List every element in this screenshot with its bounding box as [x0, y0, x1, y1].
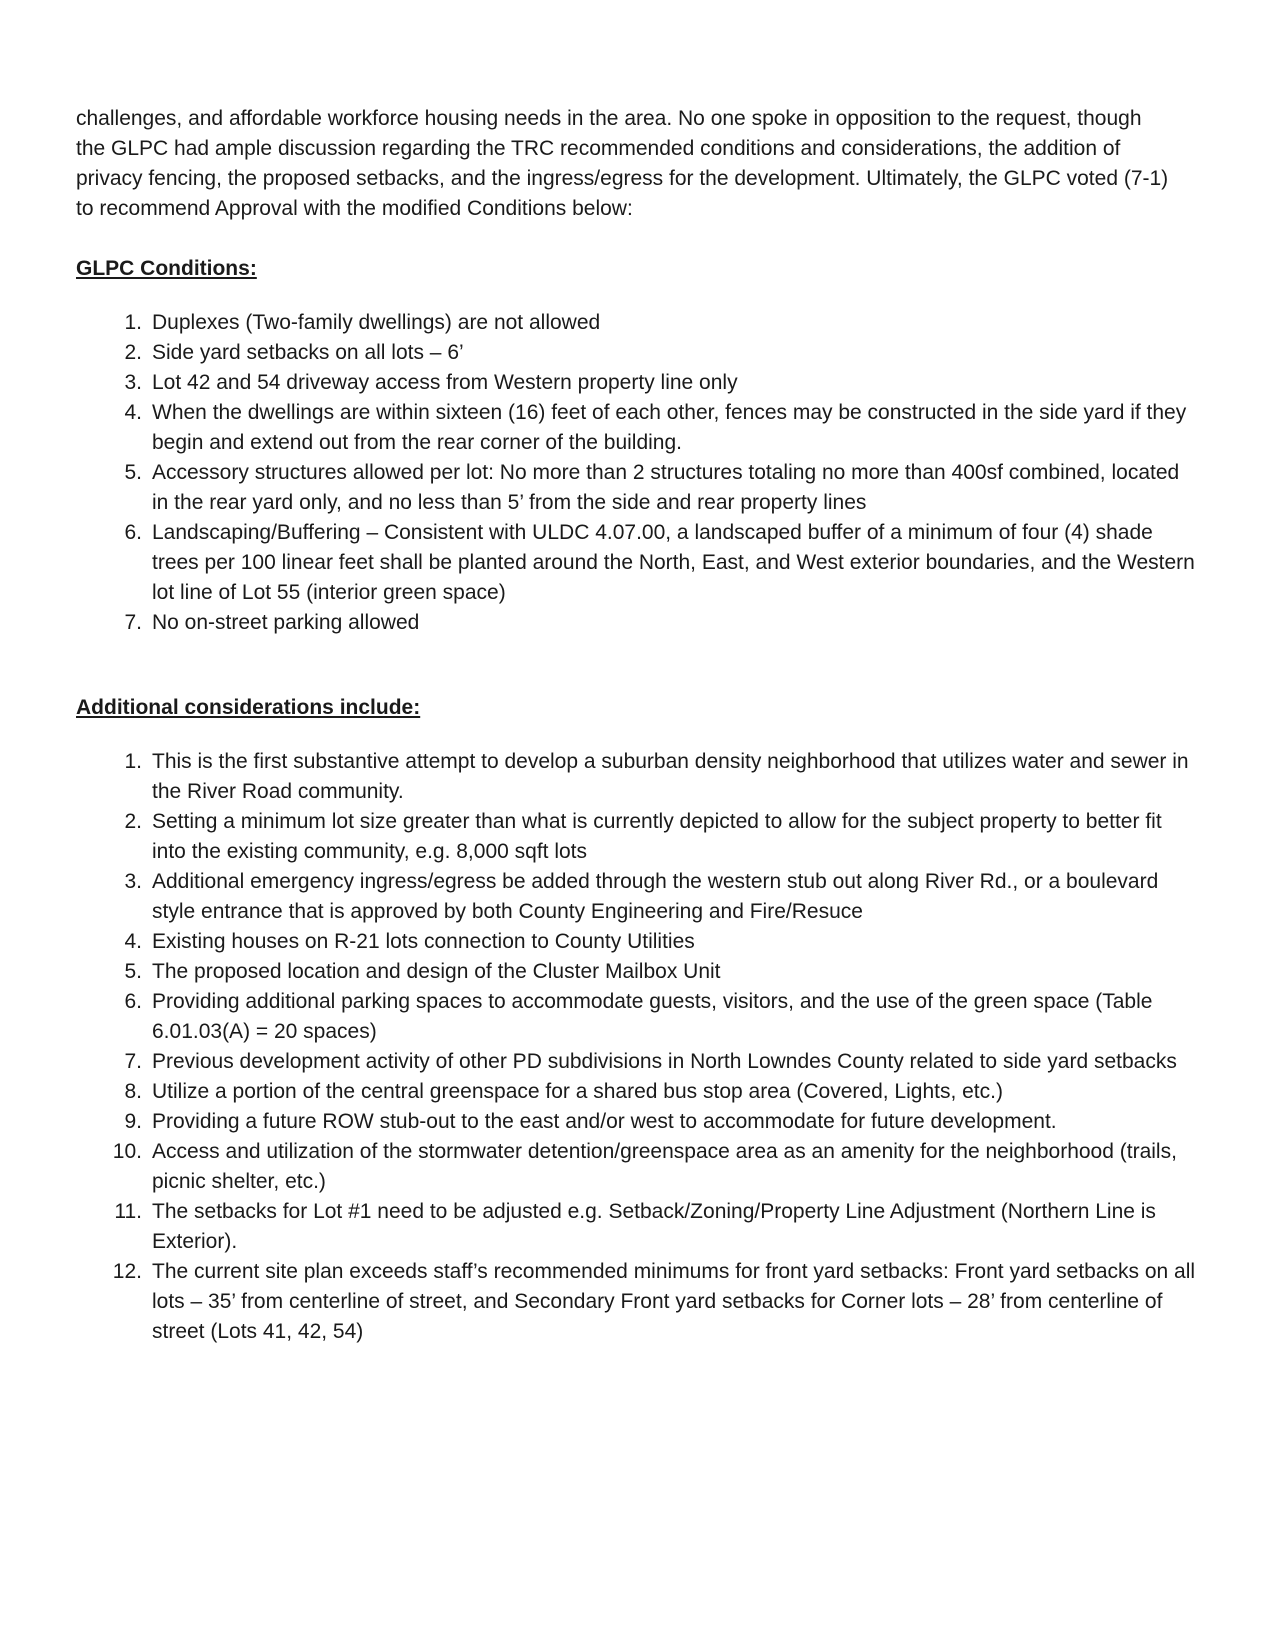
condition-item [76, 308, 1201, 338]
consideration-item [76, 747, 1201, 807]
condition-item [76, 518, 1201, 608]
item-text: Providing additional parking spaces to accommodate guests, visitors, and the use of the green space (Table 6.01.03(A) = 20 spaces) [152, 990, 1153, 1043]
item-text: Previous development activity of other PD subdivisions in North Lowndes County related to side yard setbacks [152, 1050, 1177, 1073]
consideration-item [76, 1197, 1201, 1257]
item-text: Providing a future ROW stub-out to the east and/or west to accommodate for future development. [152, 1110, 1057, 1133]
item-number: 5. [124, 960, 142, 983]
item-number: 4. [124, 401, 142, 424]
item-number: 10. [112, 1140, 142, 1163]
consideration-item [76, 1047, 1201, 1077]
item-text: Duplexes (Two-family dwellings) are not allowed [152, 311, 601, 334]
additional-considerations-list [76, 747, 1201, 1347]
item-number: 7. [124, 611, 142, 634]
item-number: 12. [112, 1260, 142, 1283]
item-number: 6. [124, 521, 142, 544]
item-text: Landscaping/Buffering – Consistent with ULDC 4.07.00, a landscaped buffer of a minimum of four (4) shade trees per 100 linear feet shall be planted around the North, East, and West exterior boundaries, and the Western lot line of Lot 55 (interior green space) [152, 521, 1195, 604]
item-number: 4. [124, 930, 142, 953]
item-number: 5. [124, 461, 142, 484]
consideration-item [76, 1107, 1201, 1137]
condition-item [76, 368, 1201, 398]
item-number: 8. [124, 1080, 142, 1103]
item-text: Side yard setbacks on all lots – 6’ [152, 341, 464, 364]
condition-item [76, 338, 1201, 368]
consideration-item [76, 1077, 1201, 1107]
item-number: 3. [124, 371, 142, 394]
item-text: No on-street parking allowed [152, 611, 420, 634]
item-text: The proposed location and design of the Cluster Mailbox Unit [152, 960, 721, 983]
item-text: The setbacks for Lot #1 need to be adjusted e.g. Setback/Zoning/Property Line Adjustment (Northern Line is Exterior). [152, 1200, 1156, 1253]
item-number: 11. [114, 1200, 142, 1223]
item-text: Accessory structures allowed per lot: No more than 2 structures totaling no more than 400sf combined, located in the rear yard only, and no less than 5’ from the side and rear property lines [152, 461, 1180, 514]
item-number: 2. [124, 810, 142, 833]
item-number: 9. [124, 1110, 142, 1133]
consideration-item [76, 867, 1201, 927]
consideration-item [76, 1257, 1201, 1347]
glpc-conditions-heading: GLPC Conditions: [76, 257, 257, 280]
item-text: Additional emergency ingress/egress be added through the western stub out along River Rd., or a boulevard style entrance that is approved by both County Engineering and Fire/Resuce [152, 870, 1159, 923]
additional-considerations-heading: Additional considerations include: [76, 696, 421, 719]
item-number: 7. [124, 1050, 142, 1073]
consideration-item [76, 807, 1201, 867]
item-text: Access and utilization of the stormwater detention/greenspace area as an amenity for the neighborhood (trails, picnic shelter, etc.) [152, 1140, 1177, 1193]
item-text: Setting a minimum lot size greater than what is currently depicted to allow for the subject property to better fit into the existing community, e.g. 8,000 sqft lots [152, 810, 1162, 863]
condition-item [76, 608, 1201, 638]
item-number: 1. [124, 750, 142, 773]
document-body [76, 104, 1201, 1347]
intro-paragraph: challenges, and affordable workforce housing needs in the area. No one spoke in opposition to the request, though the GLPC had ample discussion regarding the TRC recommended conditions and considerations, the addition of privacy fencing, the proposed setbacks, and the ingress/egress for the development. Ultimately, the GLPC voted (7-1) to recommend Approval with the modified Conditions below: [76, 107, 1169, 220]
item-text: Utilize a portion of the central greenspace for a shared bus stop area (Covered, Lights, etc.) [152, 1080, 1003, 1103]
item-text: The current site plan exceeds staff’s recommended minimums for front yard setbacks: Front yard setbacks on all lots – 35’ from centerline of street, and Secondary Front yard setbacks for Corner lots – 28’ from centerline of street (Lots 41, 42, 54) [152, 1260, 1196, 1343]
item-number: 6. [124, 990, 142, 1013]
consideration-item [76, 927, 1201, 957]
item-number: 3. [124, 870, 142, 893]
item-number: 2. [124, 341, 142, 364]
item-number: 1. [124, 311, 142, 334]
condition-item [76, 398, 1201, 458]
item-text: When the dwellings are within sixteen (16) feet of each other, fences may be constructed in the side yard if they begin and extend out from the rear corner of the building. [152, 401, 1187, 454]
consideration-item [76, 957, 1201, 987]
glpc-conditions-list [76, 308, 1201, 638]
item-text: This is the first substantive attempt to develop a suburban density neighborhood that utilizes water and sewer in the River Road community. [152, 750, 1189, 803]
consideration-item [76, 987, 1201, 1047]
condition-item [76, 458, 1201, 518]
item-text: Existing houses on R-21 lots connection to County Utilities [152, 930, 695, 953]
item-text: Lot 42 and 54 driveway access from Western property line only [152, 371, 738, 394]
consideration-item [76, 1137, 1201, 1197]
